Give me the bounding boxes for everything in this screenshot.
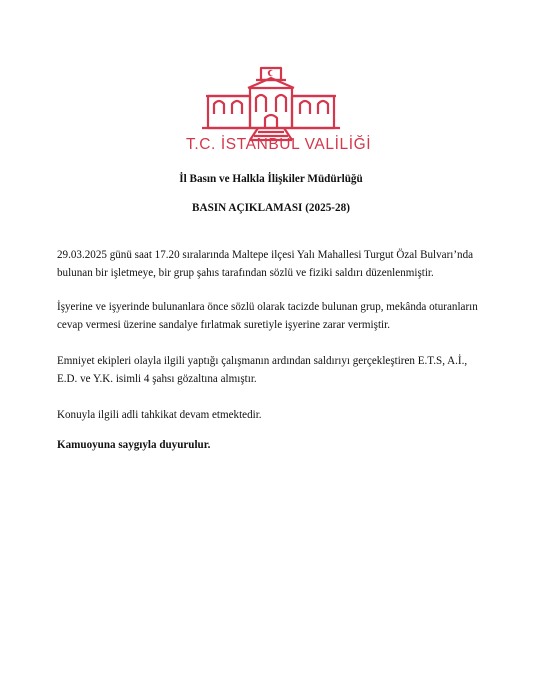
paragraph-line: 29.03.2025 günü saat 17.20 sıralarında Maltepe ilçesi Yalı Mahallesi Turgut Özal Bulvarı’nda bbox=[57, 249, 474, 261]
paragraph-incident bbox=[57, 246, 497, 282]
paragraph-line: İşyerine ve işyerinde bulunanlara önce sözlü olarak tacizde bulunan grup, mekânda oturanların bbox=[57, 301, 478, 313]
department-heading: İl Basın ve Halkla İlişkiler Müdürlüğü bbox=[179, 173, 363, 185]
paragraph-damage bbox=[57, 298, 497, 334]
closing-statement: Kamuoyuna saygıyla duyurulur. bbox=[57, 439, 211, 451]
paragraph-line: bulunan bir işletmeye, bir grup şahıs tarafından sözlü ve fiziki saldırı düzenlenmiştir. bbox=[57, 267, 434, 279]
paragraph-investigation bbox=[57, 406, 497, 424]
paragraph-line: Emniyet ekipleri olayla ilgili yaptığı çalışmanın ardından saldırıyı gerçekleştiren E.T.S, A.İ., bbox=[57, 355, 468, 367]
organization-name: T.C. İSTANBUL VALİLİĞİ bbox=[186, 136, 372, 153]
paragraph-line: cevap vermesi üzerine sandalye fırlatmak suretiyle işyerine zarar vermiştir. bbox=[57, 319, 390, 331]
paragraph-line: E.D. ve Y.K. isimli 4 şahsı gözaltına almıştır. bbox=[57, 373, 257, 385]
paragraph-line: Konuyla ilgili adli tahkikat devam etmektedir. bbox=[57, 409, 262, 421]
paragraph-detention bbox=[57, 352, 497, 388]
press-release-title: BASIN AÇIKLAMASI (2025-28) bbox=[192, 202, 350, 214]
